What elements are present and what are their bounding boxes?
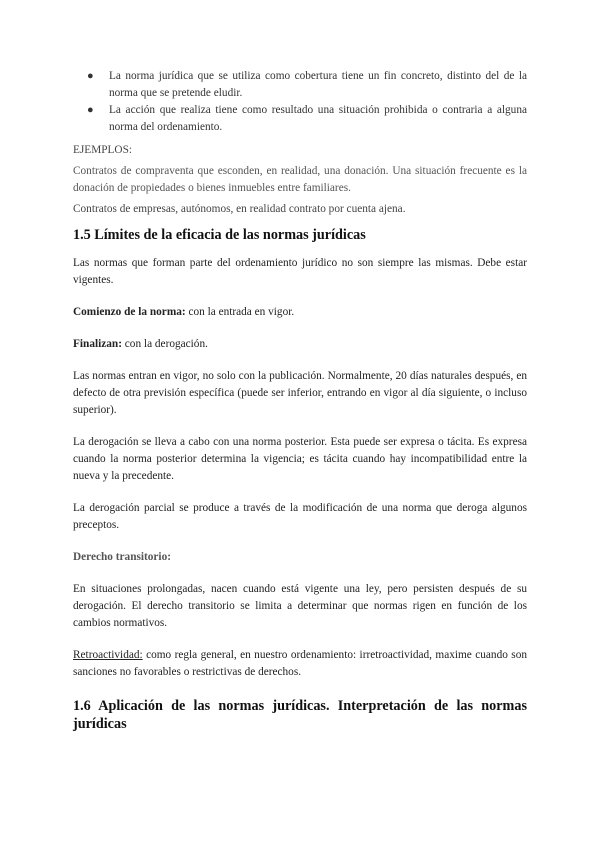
bullet-item (73, 68, 527, 102)
section-heading-1-5: 1.5 Límites de la eficacia de las normas jurídicas (73, 227, 366, 243)
paragraph-transitorio: En situaciones prolongadas, nacen cuando está vigente una ley, pero persisten después de su derogación. El derecho transitorio se limita a determinar que normas rigen en función de los cambios normativos. (73, 583, 527, 629)
paragraph-vigor: Las normas entran en vigor, no solo con la publicación. Normalmente, 20 días naturales después, en defecto de otra previsión específica (puede ser inferior, entrando en vigor al día siguiente, o incluso superior). (73, 370, 527, 416)
paragraph-finalizan (73, 336, 527, 353)
bullet-text: La acción que realiza tiene como resultado una situación prohibida o contraria a alguna norma del ordenamiento. (109, 104, 527, 133)
retro-text: como regla general, en nuestro ordenamiento: irretroactividad, maxime cuando son sanciones no favorables o restrictivas de derechos. (73, 649, 527, 678)
paragraph-intro: Las normas que forman parte del ordenamiento jurídico no son siempre las mismas. Debe estar vigentes. (73, 257, 527, 286)
finalizan-label: Finalizan: (73, 338, 122, 350)
example-paragraph: Contratos de compraventa que esconden, en realidad, una donación. Una situación frecuente es la donación de propiedades o bienes inmuebles entre familiares. (73, 165, 527, 194)
paragraph-retroactividad (73, 647, 527, 681)
paragraph-derogacion-parcial: La derogación parcial se produce a través de la modificación de una norma que deroga algunos preceptos. (73, 502, 527, 531)
bullet-list (73, 68, 527, 136)
section-heading-1-6: 1.6 Aplicación de las normas jurídicas. Interpretación de las normas jurídicas (73, 698, 527, 732)
document-page (73, 68, 527, 733)
example-paragraph: Contratos de empresas, autónomos, en realidad contrato por cuenta ajena. (73, 203, 406, 215)
retro-label: Retroactividad: (73, 649, 143, 661)
bullet-item (73, 102, 527, 136)
paragraph-comienzo (73, 304, 527, 321)
bullet-dot-icon: ● (87, 104, 94, 116)
bullet-text: La norma jurídica que se utiliza como cobertura tiene un fin concreto, distinto del de la norma que se pretende eludir. (109, 70, 527, 99)
comienzo-text: con la entrada en vigor. (185, 306, 295, 318)
paragraph-derogacion: La derogación se lleva a cabo con una norma posterior. Esta puede ser expresa o tácita. Es expresa cuando la norma posterior determina la vigencia; es tácita cuando hay incompatibilidad entre la nueva y la precedente. (73, 436, 527, 482)
comienzo-label: Comienzo de la norma: (73, 306, 186, 318)
transitorio-heading: Derecho transitorio: (73, 551, 171, 563)
finalizan-text: con la derogación. (121, 338, 208, 350)
ejemplos-label: EJEMPLOS: (73, 144, 133, 156)
bullet-dot-icon: ● (87, 70, 94, 82)
